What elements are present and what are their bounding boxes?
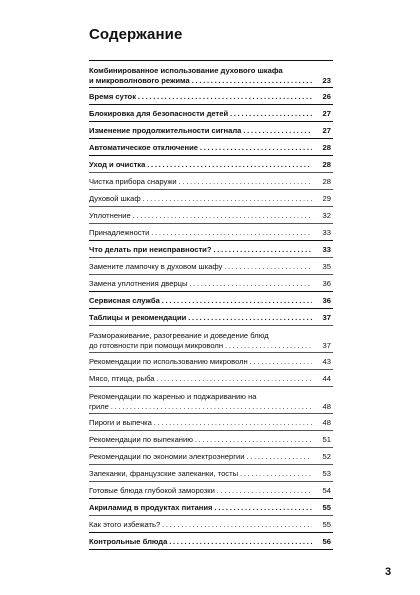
- toc-entry-page: 36: [322, 279, 331, 288]
- toc-entry-line: Таблицы и рекомендации . . .: [89, 313, 312, 323]
- toc-entry-line: до готовности при помощи микроволн . . .: [89, 341, 312, 351]
- toc-entry-page: 37: [322, 313, 331, 322]
- toc-entry: [89, 87, 333, 104]
- toc-entry-title: [89, 435, 312, 445]
- toc-entry-page: 36: [322, 296, 331, 305]
- toc-entry-title: [89, 486, 312, 496]
- toc-entry-title: [89, 66, 312, 86]
- toc-entry: [89, 104, 333, 121]
- toc-entry-title: [89, 418, 312, 428]
- toc-entry-page: 54: [322, 486, 331, 495]
- toc-entry-title: [89, 245, 312, 255]
- toc-entry-line: Пироги и выпечка . . .: [89, 418, 312, 428]
- toc-entry-page: 37: [322, 341, 331, 350]
- toc-entry-page: 33: [322, 245, 331, 254]
- toc-entry: [89, 291, 333, 308]
- toc-entry-line: Время суток . . .: [89, 92, 312, 102]
- toc-entry: [89, 481, 333, 498]
- toc-entry-line: Как этого избежать? . . .: [89, 520, 312, 530]
- toc-entry-line: Комбинированное использование духового шкафа: [89, 66, 283, 75]
- toc-entry-title: [89, 109, 312, 119]
- toc-entry-line: Готовые блюда глубокой заморозки . . .: [89, 486, 312, 496]
- toc-entry-page: 28: [322, 143, 331, 152]
- toc-entry-title: [89, 160, 312, 170]
- toc-entry-line: Изменение продолжительности сигнала . . .: [89, 126, 312, 136]
- toc-entry-page: 29: [322, 194, 331, 203]
- toc-entry-page: 44: [322, 374, 331, 383]
- toc-entry-page: 35: [322, 262, 331, 271]
- toc-entry-line: Уход и очистка . . .: [89, 160, 312, 170]
- toc-entry: [89, 515, 333, 532]
- toc-entry: [89, 498, 333, 515]
- toc-entry-title: [89, 279, 312, 289]
- toc-entry-line: Что делать при неисправности? . . .: [89, 245, 312, 255]
- toc-entry: [89, 386, 333, 413]
- toc-entry: [89, 464, 333, 481]
- toc-entry: [89, 121, 333, 138]
- toc-entry-page: 48: [322, 418, 331, 427]
- toc-entry: [89, 369, 333, 386]
- toc-entry: [89, 325, 333, 352]
- toc-entry-page: 32: [322, 211, 331, 220]
- page-title: Содержание: [89, 26, 183, 43]
- toc-entry-title: [89, 357, 312, 367]
- toc-entry-title: [89, 313, 312, 323]
- toc-entry: [89, 172, 333, 189]
- toc-entry-page: 27: [322, 109, 331, 118]
- toc-entry-line: и микроволнового режима . . .: [89, 76, 312, 86]
- toc-entry: [89, 189, 333, 206]
- toc-entry-page: 27: [322, 126, 331, 135]
- toc-entry-page: 52: [322, 452, 331, 461]
- toc-entry-line: Рекомендации по экономии электроэнергии . . .: [89, 452, 312, 462]
- toc-entry-title: [89, 452, 312, 462]
- toc-entry: [89, 240, 333, 257]
- toc-entry: [89, 430, 333, 447]
- toc-entry: [89, 155, 333, 172]
- toc-entry: [89, 447, 333, 464]
- toc-entry-title: [89, 194, 312, 204]
- toc-entry-line: Уплотнение . . .: [89, 211, 312, 221]
- toc-entry-line: гриле . . .: [89, 402, 312, 412]
- toc-entry: [89, 206, 333, 223]
- toc-entry-title: [89, 262, 312, 272]
- toc-entry-title: [89, 126, 312, 136]
- toc-entry-title: [89, 331, 312, 351]
- toc-entry-page: 55: [322, 520, 331, 529]
- toc-entry-line: Контрольные блюда . . .: [89, 537, 312, 547]
- table-of-contents: [89, 60, 333, 550]
- toc-entry-page: 23: [322, 76, 331, 85]
- toc-entry-page: 48: [322, 402, 331, 411]
- toc-entry-page: 51: [322, 435, 331, 444]
- toc-entry-line: Замена уплотнения дверцы . . .: [89, 279, 312, 289]
- toc-entry-title: [89, 503, 312, 513]
- toc-entry: [89, 61, 333, 87]
- toc-entry-line: Акриламид в продуктах питания . . .: [89, 503, 312, 513]
- toc-entry: [89, 274, 333, 291]
- toc-entry-line: Рекомендации по выпеканию . . .: [89, 435, 312, 445]
- toc-entry-line: Принадлежности . . .: [89, 228, 312, 238]
- toc-entry-page: 55: [322, 503, 331, 512]
- toc-entry-page: 26: [322, 92, 331, 101]
- toc-entry-title: [89, 92, 312, 102]
- toc-entry: [89, 352, 333, 369]
- toc-entry-title: [89, 520, 312, 530]
- toc-entry-page: 53: [322, 469, 331, 478]
- toc-entry-page: 56: [322, 537, 331, 546]
- toc-entry-page: 28: [322, 177, 331, 186]
- toc-entry-line: Размораживание, разогревание и доведение блюд: [89, 331, 269, 340]
- toc-entry-title: [89, 469, 312, 479]
- page-number: 3: [385, 566, 392, 578]
- toc-entry-title: [89, 374, 312, 384]
- toc-entry: [89, 223, 333, 240]
- toc-entry: [89, 138, 333, 155]
- toc-entry-title: [89, 177, 312, 187]
- toc-entry: [89, 308, 333, 325]
- toc-entry: [89, 532, 333, 549]
- toc-entry-line: Запеканки, французские запеканки, тосты . . .: [89, 469, 312, 479]
- toc-entry-title: [89, 296, 312, 306]
- toc-entry-line: Рекомендации по использованию микроволн . . .: [89, 357, 312, 367]
- toc-entry-line: Чистка прибора снаружи . . .: [89, 177, 312, 187]
- toc-entry-title: [89, 143, 312, 153]
- toc-entry-page: 43: [322, 357, 331, 366]
- toc-entry-title: [89, 211, 312, 221]
- toc-entry-line: Рекомендации по жаренью и поджариванию на: [89, 392, 257, 401]
- toc-entry-line: Сервисная служба . . .: [89, 296, 312, 306]
- toc-entry-line: Блокировка для безопасности детей . . .: [89, 109, 312, 119]
- toc-entry-page: 33: [322, 228, 331, 237]
- toc-entry-title: [89, 392, 312, 412]
- toc-entry-title: [89, 537, 312, 547]
- toc-entry: [89, 257, 333, 274]
- toc-entry-title: [89, 228, 312, 238]
- toc-entry: [89, 413, 333, 430]
- toc-entry-line: Замените лампочку в духовом шкафу . . .: [89, 262, 312, 272]
- toc-entry-line: Духовой шкаф . . .: [89, 194, 312, 204]
- toc-entry-line: Мясо, птица, рыба . . .: [89, 374, 312, 384]
- toc-entry-line: Автоматическое отключение . . .: [89, 143, 312, 153]
- toc-entry-page: 28: [322, 160, 331, 169]
